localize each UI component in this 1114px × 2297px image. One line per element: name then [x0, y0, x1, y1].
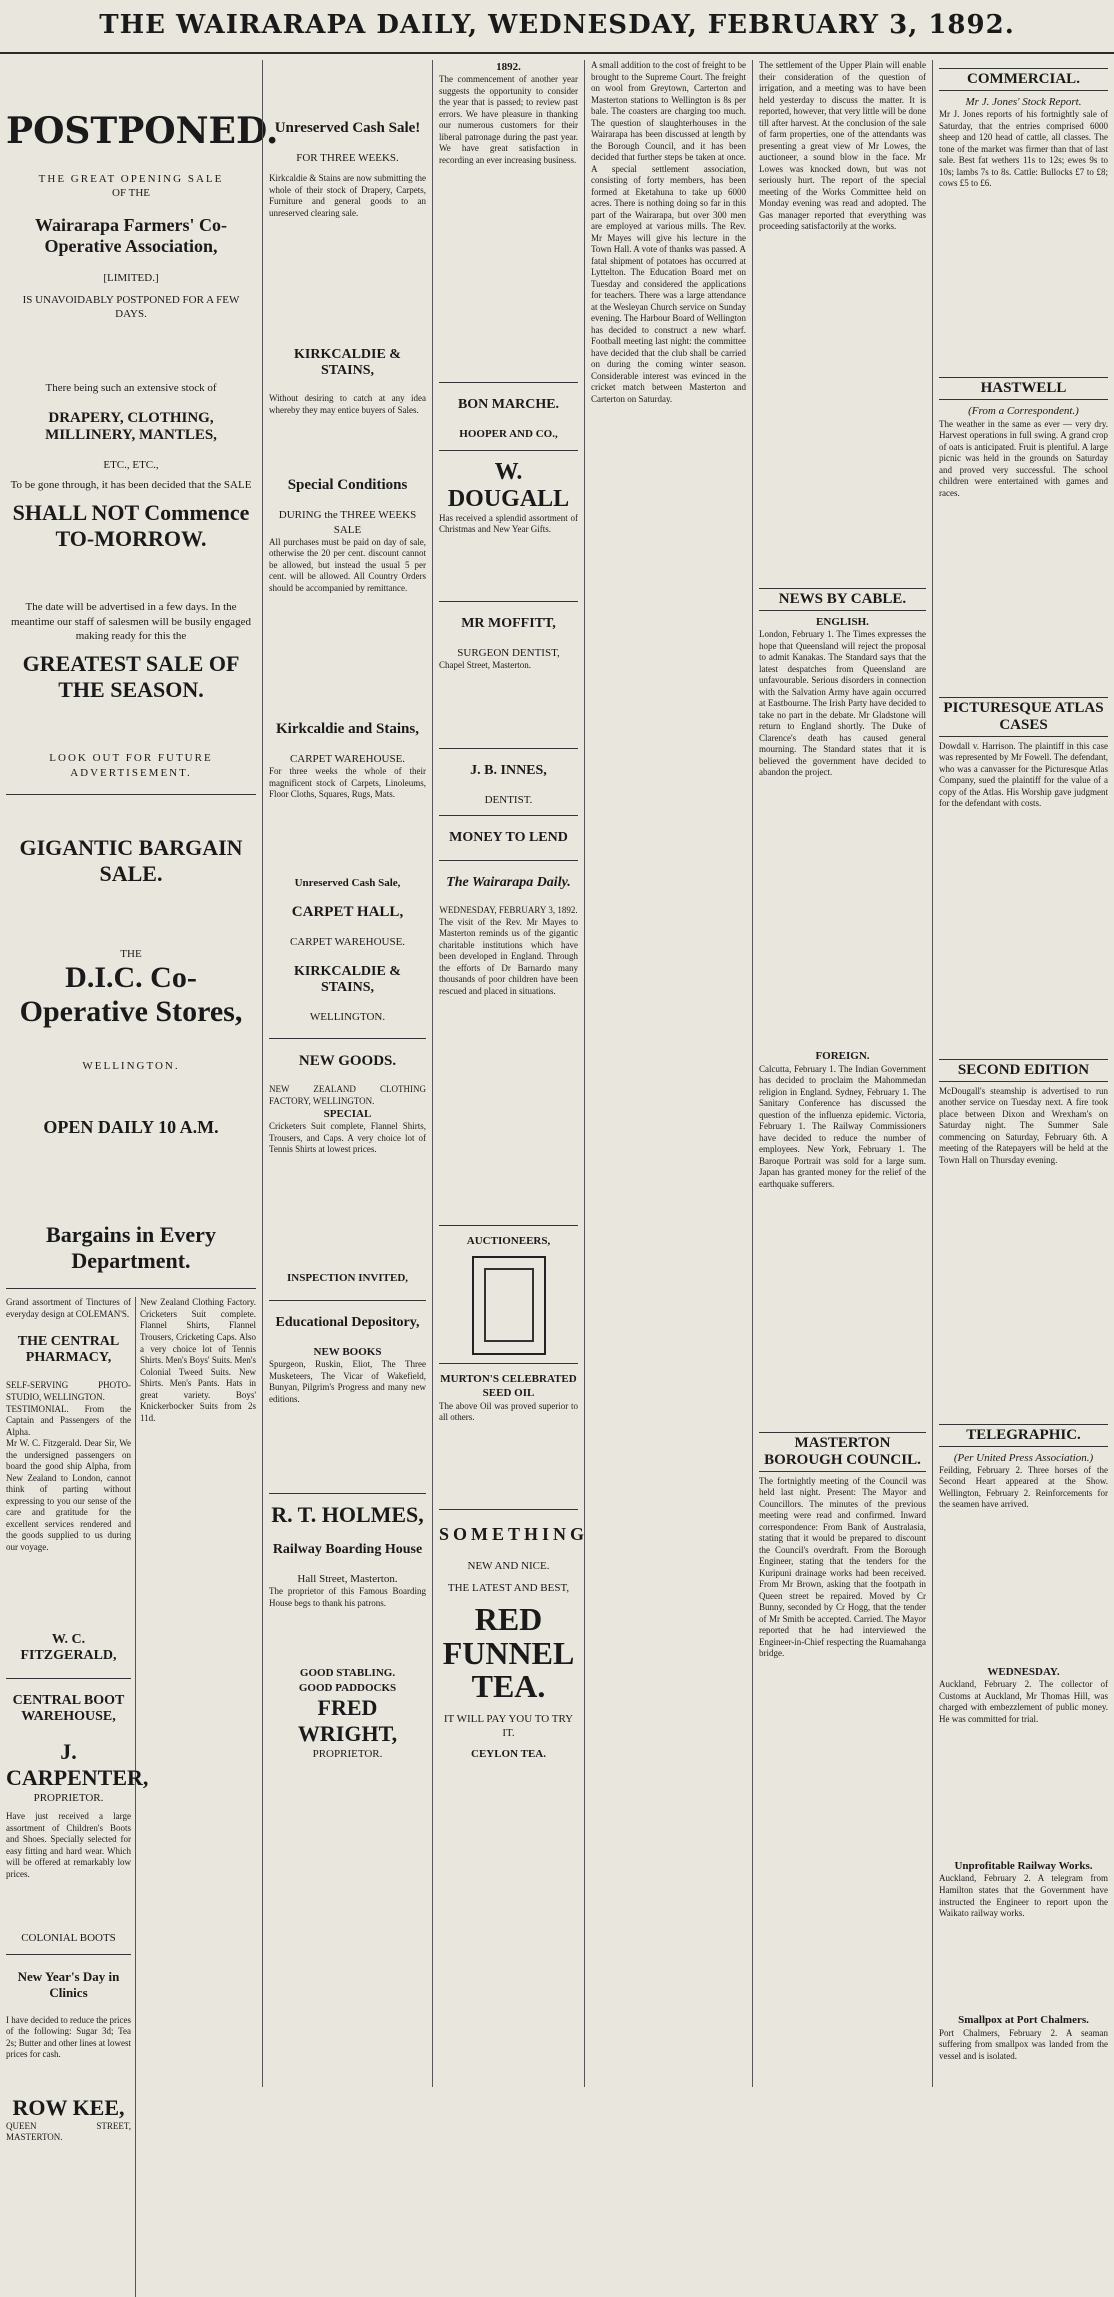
kirkcaldie-stains-2: KIRKCALDIE & STAINS, [294, 963, 401, 995]
holmes-ad: R. T. HOLMES, Railway Boarding House Hall Street, Masterton. The proprietor of this Famous Boarding House begs to thank his patrons. GOOD STABLING. GOOD PADDOCKS FRED WRIGHT, PROPRIETOR. [269, 1502, 426, 1760]
open-daily: OPEN DAILY 10 A.M. [43, 1117, 219, 1138]
telegraphic-heading: TELEGRAPHIC. [939, 1424, 1108, 1447]
farmers-coop-ad [6, 110, 279, 780]
new-nice: NEW AND NICE. [467, 1559, 550, 1572]
special-conditions-heading: Special Conditions [287, 477, 408, 494]
foreign-heading: FOREIGN. [815, 1050, 870, 1063]
commercial-heading: COMMERCIAL. [939, 68, 1108, 91]
good-stabling: GOOD STABLING. [299, 1667, 396, 1680]
unreserved-heading: Unreserved Cash Sale! [274, 120, 421, 136]
look-out-text: LOOK OUT FOR FUTURE ADVERTISEMENT. [49, 752, 213, 779]
column-3 [432, 60, 589, 2087]
opening-sale-text: THE GREAT OPENING SALE [38, 173, 224, 185]
something: SOMETHING [439, 1523, 589, 1544]
unprofitable-heading: Unprofitable Railway Works. [954, 1860, 1093, 1873]
special-text: SPECIAL [323, 1108, 372, 1121]
moffitt-heading: MR MOFFITT, [461, 615, 556, 631]
kirkcaldie-stains-1: KIRKCALDIE & STAINS, [294, 347, 401, 379]
hastwell-correspondent: (From a Correspondent.) [968, 405, 1079, 418]
inspection-invited: INSPECTION INVITED, [286, 1272, 409, 1285]
news-by-cable-heading: NEWS BY CABLE. [759, 588, 926, 611]
murtons: MURTON'S CELEBRATED SEED OIL [440, 1373, 577, 1400]
the-text: THE [120, 947, 142, 960]
bon-marche: BON MARCHE. [457, 397, 560, 413]
col4-body: A small addition to the cost of freight to be brought to the Supreme Court. The freight on wool from Greytown, Carterton and Masterton stations to Wellington is 8s per bale. The coasters are charging too much. The question of slaughterhouses in the Wairarapa has been discussed at length by the Borough Council, and it has been decided that further steps be taken at once. A special settlement association, consisting of forty members, has been formed at Eketahuna to take up 6000 acres. There is nothing doing so far in this part of the Wairarapa, but over 300 men are employed at various mills. The Rev. Mr Mayes will give his lecture in the Town Hall. A vote of thanks was passed. A fatal shipment of potatoes has occurred at Lyttelton. The Education Board met on Tuesday and considered the applications for teachers. There was a large attendance at the Wesleyan Church service on Sunday evening. The Harbour Board of Wellington has decided to construct a new wharf. Football meeting last night: the committee have decided that the club shall be carried on during the coming winter season. Considerable interest was evinced in the cricket match between Masterton and Carterton on Saturday. [591, 60, 746, 404]
central-pharmacy-heading: THE CENTRAL PHARMACY, [17, 1334, 120, 1366]
etc-text: ETC., ETC., [103, 458, 159, 471]
newspaper-title: THE WAIRARAPA DAILY, WEDNESDAY, FEBRUARY 3, 1892. [99, 10, 1015, 40]
new-books: NEW BOOKS [313, 1345, 382, 1358]
daily-title: The Wairarapa Daily. [446, 875, 571, 891]
carpenter-name: J. CARPENTER, [6, 1739, 149, 1791]
stock-items: DRAPERY, CLOTHING, MILLINERY, MANTLES, [45, 409, 217, 443]
money-to-lend: MONEY TO LEND [449, 830, 568, 846]
fred-proprietor: PROPRIETOR. [312, 1747, 383, 1760]
postponed-note: IS UNAVOIDABLY POSTPONED FOR A FEW DAYS. [22, 293, 240, 321]
new-years-heading: New Year's Day in Clinics [17, 1968, 120, 2000]
pharmacy-address: SELF-SERVING PHOTO-STUDIO, WELLINGTON. [6, 1380, 131, 1402]
col3-top: 1892. The commencement of another year suggests the opportunity to consider the year that is passed; to review past errors. We have pleasure in thanking our numerous customers for their liberal patronage during the past year. We have great satisfaction in recording an ever increasing business. BON MARCHE. HOOPER AND CO., W. DOUGALL Has received a splendid assortment of Christmas and New Year Gifts. MR MOFFITT, SURGEON DENTIST, Chapel Street, Masterton. J. B. INNES, DENTIST. MONEY TO LEND The Wairarapa Daily. WEDNESDAY, FEBRUARY 3, 1892. The visit of the Rev. Mr Mayes to Masterton reminds us of the gigantic charitable institutions which have been developed in England. Through the efforts of Dr Barnardo many thousands of poor children have been rescued and placed in situations. AUCTIONEERS, MURTON'S CELEBRATED SEED OIL The above Oil was proved superior to all others. SOMETHING NEW AND NICE. THE LATEST AND BEST, RED FUNNEL TEA. IT WILL PAY YOU TO TRY IT. CEYLON TEA. [439, 61, 589, 1760]
column-6: COMMERCIAL. Mr J. Jones' Stock Report. Mr J. Jones reports of his fortnightly sale of Saturday, that the entries comprised 6000 sheep and 120 head of cattle, all classes. The tone of the market was firmer than that of last sale. Best fat wethers 11s to 12s; ewes 9s to 10s; lambs 7s to 8s. Cattle: Bullocks £7 to £8; cows £5 to £6. HASTWELL (From a Correspondent.) The weather in the same as ever — very dry. Harvest operations in full swing. A grand crop of oats is anticipated. Fruit is plentiful. A large picnic was held in the grounds on Saturday and proved very successful. The school children were entertained with games and races. PICTURESQUE ATLAS CASES Dowdall v. Harrison. The plaintiff in this case was represented by Mr Fowell. The defendant, who was a canvasser for the Picturesque Atlas Company, sued the plaintiff for the value of a copy of the Atlas. His Worship gave judgment for the defendant with costs. SECOND EDITION McDougall's steamship is advertised to run another service on Tuesday next. A fire took place between Dixon and Wrexham's on Saturday night. The Summer Sale commencing on Saturday, February 6th. A meeting of the Ratepayers will be held at the Town Hall on Thursday evening. TELEGRAPHIC. (Per United Press Association.) Feilding, February 2. Three horses of the Second Heart appeared at the Show. Wellington, February 2. Reinforcements for the seamen have arrived. WEDNESDAY. Auckland, February 2. The collector of Customs at Auckland, Mr Thomas Hill, was charged with embezzlement of public money. He was committed for trial. Unprofitable Railway Works. Auckland, February 2. A telegram from Hamilton states that the Government have instructed the Engineer to report upon the Waikato railway works. Smallpox at Port Chalmers. Port Chalmers, February 2. A seaman suffering from smallpox was landed from the vessel and is isolated. [932, 60, 1114, 2087]
railway-boarding: Railway Boarding House [272, 1542, 423, 1557]
date-note: The date will be advertised in a few days. In the meantime our staff of salesmen will be busily engaged making ready for this the [11, 601, 251, 642]
will-pay: IT WILL PAY YOU TO TRY IT. [443, 1712, 574, 1740]
hall-street: Hall Street, Masterton. [297, 1573, 398, 1585]
central-boot-heading: CENTRAL BOOT WAREHOUSE, [12, 1693, 125, 1725]
daily-date: WEDNESDAY, FEBRUARY 3, 1892. [439, 905, 578, 916]
colonial-boots: COLONIAL BOOTS [21, 1932, 116, 1945]
carpenter-proprietor: PROPRIETOR. [33, 1792, 104, 1805]
surgeon-dentist: SURGEON DENTIST, [457, 646, 560, 659]
holmes-name: R. T. HOLMES, [271, 1502, 424, 1527]
shall-not-heading: SHALL NOT Commence TO-MORROW. [12, 500, 250, 552]
col3-year: 1892. [496, 61, 521, 73]
hastwell-heading: HASTWELL [939, 377, 1108, 400]
limited-text: [LIMITED.] [103, 271, 159, 284]
carpet-warehouse-2: CARPET WAREHOUSE. [289, 936, 406, 949]
dic-ad [6, 835, 256, 1275]
greatest-sale-heading: GREATEST SALE OF THE SEASON. [22, 651, 240, 703]
kirkcaldie-wellington: WELLINGTON. [309, 1010, 386, 1023]
dougall-heading: W. DOUGALL [447, 458, 570, 512]
carpet-warehouse-text: CARPET WAREHOUSE. [289, 752, 406, 765]
atlas-heading: PICTURESQUE ATLAS CASES [939, 697, 1108, 737]
column-2 [262, 60, 432, 2087]
time-note: To be gone through, it has been decided that the SALE [10, 479, 252, 492]
nz-clothing-ad: NEW GOODS. NEW ZEALAND CLOTHING FACTORY, WELLINGTON. SPECIAL Cricketers Suit complete, Flannel Shirts, Trousers, and Caps. A very choice lot of Tennis Shirts at lowest prices. INSPECTION INVITED, [269, 1053, 426, 1285]
smallpox-heading: Smallpox at Port Chalmers. [958, 2014, 1089, 2027]
dic-heading: D.I.C. Co-Operative Stores, [19, 961, 243, 1029]
masterton-council-heading: MASTERTON BOROUGH COUNCIL. [759, 1432, 926, 1472]
good-paddocks: GOOD PADDOCKS [298, 1681, 397, 1694]
stock-intro: There being such an extensive stock of [45, 382, 217, 395]
kirkcaldie-and-stains: Kirkcaldie and Stains, [276, 720, 419, 737]
col1-lower-split: Grand assortment of Tinctures of everyday design at COLEMAN'S. THE CENTRAL PHARMACY, SELF-SERVING PHOTO-STUDIO, WELLINGTON. TESTIMONIAL. From the Captain and Passengers of the Alpha. Mr W. C. Fitzgerald. Dear Sir, We the undersigned passengers on board the good ship Alpha, from New Zealand to London, cannot think of parting without expressing to you our sense of the care and gratitude for the excellent services rendered and the goods supplied to us during our voyage. W. C. FITZGERALD, CENTRAL BOOT WAREHOUSE, J. CARPENTER, PROPRIETOR. Have just received a large assortment of Children's Boots and Shoes. Specially selected for easy fitting and hard wear. Which will be offered at remarkably low prices. COLONIAL BOOTS New Year's Day in Clinics I have decided to reduce the prices of the following: Sugar 3d; Tea 2s; Butter and other lines at lowest prices for cash. ROW KEE, QUEEN STREET, MASTERTON. New Zealand Clothing Factory. Cricketers Suit complete. Flannel Shirts, Flannel Trousers, Cricketing Caps. Also a very choice lot of Tennis Shirts. Men's Boys' Suits. Men's Colonial Tweed Suits. New Shirts. Men's Pants. Hats in great variety. Boys' Knickerbocker Suits from 2s 11d. [6, 1297, 256, 2297]
column-4 [584, 60, 752, 2087]
wednesday-heading: WEDNESDAY. [987, 1665, 1060, 1678]
stamp-logo [472, 1256, 546, 1355]
row-kee-name: ROW KEE, [12, 2094, 125, 2120]
three-weeks-text: FOR THREE WEEKS. [296, 152, 399, 164]
masthead [0, 0, 1114, 58]
association-name: Wairarapa Farmers' Co-Operative Association, [35, 214, 227, 256]
jones-report: Mr J. Jones' Stock Report. [965, 96, 1082, 108]
english-heading: ENGLISH. [816, 616, 869, 628]
jennes-heading: J. B. INNES, [470, 762, 547, 778]
row-kee-address: QUEEN STREET, MASTERTON. [6, 2120, 131, 2143]
column-1 [0, 60, 279, 2143]
gigantic-heading: GIGANTIC BARGAIN SALE. [19, 834, 243, 886]
press-assoc: (Per United Press Association.) [953, 1451, 1094, 1464]
kirkcaldie-stains-ad: Unreserved Cash Sale! FOR THREE WEEKS. Kirkcaldie & Stains are now submitting the whole of their stock of Drapery, Carpets, Furniture and general goods to an unreserved clearing sale. KIRKCALDIE & STAINS, Without desiring to catch at any idea whereby they may entice buyers of Sales. Special Conditions DURING the THREE WEEKS SALE All purchases must be paid on day of sale, otherwise the 20 per cent. discount cannot be allowed, but instead the usual 5 per cent. will be allowed. All Country Orders should be accompanied by remittance. Kirkcaldie and Stains, CARPET WAREHOUSE. For three weeks the whole of their magnificent stock of Carpets, Linoleums, Floor Cloths, Squares, Rugs, Mats. Unreserved Cash Sale, CARPET HALL, CARPET WAREHOUSE. KIRKCALDIE & STAINS, WELLINGTON. [269, 120, 426, 1023]
educational-heading: Educational Depository, [275, 1314, 420, 1330]
new-goods-heading: NEW GOODS. [298, 1053, 397, 1070]
column-5: The settlement of the Upper Plain will enable their consideration of the question of irrigation, and a meeting was to have been held yesterday to discuss the matter. It is reported, however, that very little will be done till after harvest. At the conclusion of the sale of farm properties, one of the attendants was presenting a great view of Mr Lowes, the auctioneer, a sound blow in the face. Mr Lowes was knocked down, but was not seriously hurt. The report of the special meeting of the Works Committee held on Monday evening was read and adopted. The Gas manager reported that everything was proceeding satisfactorily at the works. NEWS BY CABLE. ENGLISH. London, February 1. The Times expresses the hope that Queensland will reject the proposal to admit Kanakas. The Standard says that the latest despatches from Queensland are unfavourable. Serious disorders in connection with the Salvation Army have again occurred at Eastbourne. The Irish Party have decided to take no part in the debate. Mr Gladstone will return to England shortly. The Duke of Clarence's death has caused general mourning. The Standard states that it is believed the government have decided to abandon the project. FOREIGN. Calcutta, February 1. The Indian Government has decided to proclaim the Mahommedan religion in England. Sydney, February 1. The Sanitary Conference has discussed the question of the influenza epidemic. Victoria, February 1. The Railway Commissioners have decided to reduce the number of employees. New York, February 1. The Baroque Portrait was sold for a large sum. Japan has granted money for the relief of the earthquake sufferers. MASTERTON BOROUGH COUNCIL. The fortnightly meeting of the Council was held last night. Present: The Mayor and Councillors. The minutes of the previous meeting were read and confirmed. Inward correspondence: From Bank of Australasia, stating that it would be prepared to discount the Council's overdraft. From the Borough Engineer, stating that the tenders for the Kuripuni drainage works had been received. From Mr Brown, asking that the footpath in Queen street be repaired. Moved by Cr Bunny, seconded by Cr Hogg, that the tender of Mr Smith be accepted. Carried. The Mayor reported that he had interviewed the Engineer-in-Chief respecting the Ruamahanga bridge. [752, 60, 932, 2087]
second-edition-heading: SECOND EDITION [939, 1059, 1108, 1082]
bargains-heading: Bargains in Every Department. [46, 1222, 216, 1274]
postponed-heading: POSTPONED. [6, 110, 279, 152]
dic-wellington: WELLINGTON. [82, 1060, 180, 1073]
during-text: DURING the THREE WEEKS SALE [278, 509, 417, 536]
hooper-co: HOOPER AND CO., [459, 428, 558, 441]
unreserved-2: Unreserved Cash Sale, [294, 877, 401, 890]
red-funnel-tea: RED FUNNEL TEA. [442, 1601, 575, 1705]
dentist-label: DENTIST. [484, 793, 533, 806]
auctioneers: AUCTIONEERS, [466, 1234, 551, 1247]
masthead-rule [0, 52, 1114, 54]
ceylon-tea: CEYLON TEA. [471, 1747, 546, 1760]
nz-clothing-text: NEW ZEALAND CLOTHING FACTORY, WELLINGTON. [269, 1084, 426, 1106]
of-the-text: OF THE [112, 187, 150, 200]
carpet-hall: CARPET HALL, [291, 904, 404, 921]
latest-best: THE LATEST AND BEST, [447, 1581, 570, 1594]
educational-ad: Educational Depository, NEW BOOKS Spurgeon, Ruskin, Eliot, The Three Musketeers, The Vicar of Wakefield, Bunyan, Pilgrim's Progress and many new editions. [269, 1314, 426, 1404]
fitzgerald-name: W. C. FITZGERALD, [20, 1632, 117, 1664]
fred-wright: FRED WRIGHT, [297, 1694, 398, 1746]
